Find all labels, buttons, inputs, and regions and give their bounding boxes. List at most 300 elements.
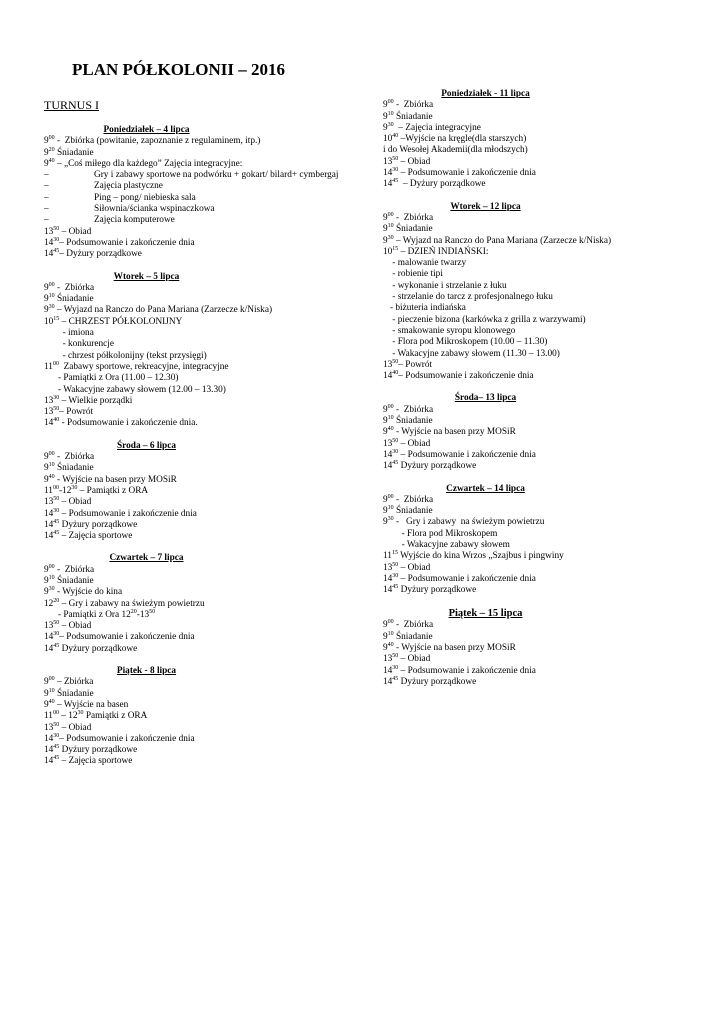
activity-text: - Wyjście na basen przy MOSiR bbox=[54, 474, 177, 485]
schedule-line bbox=[44, 418, 364, 429]
activity-text: – Podsumowanie i zakończenie dnia bbox=[59, 237, 195, 248]
activity-text: – Obiad bbox=[398, 156, 431, 167]
activity-text: - Zbiórka bbox=[393, 620, 434, 631]
activity-text: Dyżury porządkowe bbox=[59, 519, 138, 530]
schedule-line bbox=[383, 450, 703, 461]
time-minutes: 45 bbox=[392, 675, 399, 682]
time-hour: 14 bbox=[383, 676, 393, 687]
time-hour: 9 bbox=[44, 699, 49, 710]
schedule-line bbox=[44, 509, 364, 520]
schedule-line bbox=[44, 700, 364, 711]
time-hour: 9 bbox=[383, 427, 388, 438]
activity-text: – Wyjazd na Ranczo do Pana Mariana (Zarzecze k/Niska) bbox=[393, 235, 612, 246]
activity-text: - Podsumowanie i zakończenie dnia. bbox=[59, 418, 198, 429]
time-hour: 9 bbox=[44, 463, 49, 474]
day-section bbox=[383, 89, 703, 191]
time-hour: 9 bbox=[44, 136, 49, 147]
activity-text: – Obiad bbox=[59, 722, 92, 733]
time-minutes: 30 bbox=[387, 516, 394, 523]
time-minutes: 30 bbox=[48, 304, 55, 311]
schedule-line bbox=[383, 315, 703, 326]
time-minutes: 10 bbox=[387, 223, 394, 230]
time-hour: 9 bbox=[44, 474, 49, 485]
schedule-line bbox=[44, 317, 364, 328]
time-hour: 13 bbox=[44, 722, 54, 733]
activity-text: – Obiad bbox=[398, 438, 431, 449]
schedule-line bbox=[44, 238, 364, 249]
time-hour: 14 bbox=[44, 249, 54, 260]
time-minutes: 10 bbox=[387, 630, 394, 637]
activity-text: - Zbiórka bbox=[393, 404, 434, 415]
time-minutes: 45 bbox=[53, 642, 60, 649]
time-hour: 13 bbox=[44, 395, 54, 406]
schedule-line bbox=[44, 756, 364, 767]
time-minutes: 30 bbox=[53, 507, 60, 514]
activity-text: Śniadanie bbox=[393, 631, 433, 642]
time-minutes: 50 bbox=[149, 608, 156, 615]
schedule-line bbox=[383, 517, 703, 528]
schedule-line bbox=[44, 565, 364, 576]
schedule-line bbox=[44, 463, 364, 474]
time-hour: 14 bbox=[383, 461, 393, 472]
schedule-line bbox=[44, 362, 364, 373]
activity-text: – Podsumowanie i zakończenie dnia bbox=[59, 632, 195, 643]
schedule-line bbox=[44, 497, 364, 508]
time-hour: - robienie tipi bbox=[383, 269, 443, 280]
time-hour: 9 bbox=[383, 631, 388, 642]
day-section bbox=[383, 393, 703, 472]
time-minutes: 50 bbox=[53, 620, 60, 627]
time-minutes: 10 bbox=[48, 687, 55, 694]
schedule-line bbox=[383, 551, 703, 562]
time-minutes: 40 bbox=[387, 426, 394, 433]
day-header: Wtorek – 5 lipca bbox=[113, 271, 180, 282]
schedule-line bbox=[44, 531, 364, 542]
schedule-line bbox=[383, 405, 703, 416]
time-minutes: 50 bbox=[53, 406, 60, 413]
time-minutes: 10 bbox=[48, 462, 55, 469]
time-hour: - Flora pod Mikroskopem (10.00 – 11.30) bbox=[383, 337, 548, 348]
time-hour: - strzelanie do tarcz z profesjonalnego łuku bbox=[383, 292, 553, 303]
activity-text: – Zajęcia integracyjne bbox=[393, 122, 481, 133]
time-hour: 14 bbox=[44, 745, 54, 756]
time-minutes: 15 bbox=[391, 550, 398, 557]
schedule-line bbox=[383, 349, 703, 360]
activity-text: - Zbiórka bbox=[54, 282, 95, 293]
activity-text: Śniadanie bbox=[54, 575, 94, 586]
day-section bbox=[383, 202, 703, 383]
left-column bbox=[44, 125, 364, 768]
time-hour: - konkurencje bbox=[44, 339, 114, 350]
schedule-line bbox=[44, 148, 364, 159]
schedule-line bbox=[383, 506, 703, 517]
schedule-line bbox=[44, 520, 364, 531]
schedule-line bbox=[44, 677, 364, 688]
time-hour: 9 bbox=[383, 494, 388, 505]
schedule-line bbox=[383, 145, 703, 156]
schedule-line bbox=[383, 258, 703, 269]
schedule-line bbox=[383, 427, 703, 438]
time-hour: 14 bbox=[44, 531, 54, 542]
activity-text: – Podsumowanie i zakończenie dnia bbox=[398, 168, 536, 179]
time-minutes: 10 bbox=[387, 505, 394, 512]
time-hour: 9 bbox=[44, 575, 49, 586]
time-minutes: 20 bbox=[53, 597, 60, 604]
day-section bbox=[44, 666, 364, 768]
activity-text: – Podsumowanie i zakończenie dnia bbox=[398, 371, 534, 382]
schedule-line bbox=[44, 610, 364, 621]
schedule-line bbox=[44, 621, 364, 632]
time-hour: - smakowanie syropu klonowego bbox=[383, 325, 516, 336]
time-hour: 11 bbox=[44, 711, 53, 722]
time-minutes: 50 bbox=[53, 721, 60, 728]
time-minutes: 30 bbox=[48, 586, 55, 593]
activity-text: Dyżury porządkowe bbox=[398, 585, 477, 596]
time-hour: 9 bbox=[44, 677, 49, 688]
time-hour: - wykonanie i strzelanie z łuku bbox=[383, 280, 507, 291]
schedule-line bbox=[44, 576, 364, 587]
bullet-item: – Zajęcia komputerowe bbox=[44, 215, 364, 226]
time-minutes: 00 bbox=[387, 99, 394, 106]
activity-text: – Dyżury porządkowe bbox=[59, 249, 142, 260]
time-minutes: 30 bbox=[387, 121, 394, 128]
time-hour: 10 bbox=[383, 246, 393, 257]
activity-text: Śniadanie bbox=[393, 224, 433, 235]
time-hour: 14 bbox=[383, 168, 393, 179]
time-minutes: 45 bbox=[53, 755, 60, 762]
schedule-line bbox=[44, 283, 364, 294]
schedule-line bbox=[383, 303, 703, 314]
schedule-line bbox=[44, 339, 364, 350]
time-minutes: 45 bbox=[53, 530, 60, 537]
time-minutes: 30 bbox=[53, 631, 60, 638]
time-hour: 10 bbox=[383, 134, 393, 145]
time-hour: 14 bbox=[44, 756, 54, 767]
time-minutes: 50 bbox=[53, 225, 60, 232]
time-minutes: 00 bbox=[387, 493, 394, 500]
schedule-line bbox=[383, 269, 703, 280]
time-hour: 13 bbox=[44, 621, 54, 632]
right-column bbox=[383, 89, 703, 688]
activity-text: – 12 bbox=[58, 711, 78, 722]
time-minutes: 00 bbox=[48, 281, 55, 288]
time-hour: 14 bbox=[383, 371, 393, 382]
time-hour: 14 bbox=[383, 449, 393, 460]
day-header: Czwartek – 14 lipca bbox=[446, 483, 525, 494]
day-header: Piątek - 8 lipca bbox=[116, 666, 177, 677]
schedule-line bbox=[44, 385, 364, 396]
time-minutes: 00 bbox=[48, 135, 55, 142]
schedule-line bbox=[383, 416, 703, 427]
time-hour: 9 bbox=[44, 688, 49, 699]
schedule-line bbox=[44, 328, 364, 339]
activity-text: - Zbiórka bbox=[393, 494, 434, 505]
time-hour: 9 bbox=[383, 416, 388, 427]
schedule-line bbox=[383, 292, 703, 303]
time-hour: 14 bbox=[44, 237, 54, 248]
activity-text: – Powrót bbox=[398, 359, 433, 370]
time-hour: 9 bbox=[383, 224, 388, 235]
time-hour: 13 bbox=[383, 156, 393, 167]
schedule-line bbox=[383, 585, 703, 596]
time-hour: - biżuteria indiańska bbox=[383, 303, 466, 314]
time-hour: 14 bbox=[44, 632, 54, 643]
schedule-line bbox=[44, 373, 364, 384]
activity-text: Śniadanie bbox=[54, 463, 94, 474]
schedule-line bbox=[44, 723, 364, 734]
time-minutes: 30 bbox=[53, 732, 60, 739]
day-header: Poniedziałek - 11 lipca bbox=[441, 89, 530, 99]
schedule-line bbox=[383, 213, 703, 224]
time-minutes: 40 bbox=[53, 417, 60, 424]
time-hour: 9 bbox=[383, 235, 388, 246]
activity-text: – Gry i zabawy na świeżym powietrzu bbox=[59, 598, 205, 609]
time-minutes: 30 bbox=[392, 167, 399, 174]
time-hour: 13 bbox=[383, 562, 393, 573]
time-minutes: 00 bbox=[387, 211, 394, 218]
bullet-item: – Gry i zabawy sportowe na podwórku + gokart/ bilard+ cymbergaj bbox=[44, 170, 364, 181]
time-minutes: 40 bbox=[48, 157, 55, 164]
time-minutes: 40 bbox=[48, 698, 55, 705]
bullet-item: – Ping – pong/ niebieska sala bbox=[44, 193, 364, 204]
schedule-line bbox=[44, 745, 364, 756]
time-hour: 9 bbox=[44, 158, 49, 169]
schedule-line bbox=[383, 632, 703, 643]
schedule-line bbox=[383, 112, 703, 123]
time-minutes: 50 bbox=[392, 358, 399, 365]
schedule-line bbox=[383, 495, 703, 506]
activity-text: Śniadanie bbox=[393, 111, 433, 122]
time-hour: 9 bbox=[44, 282, 49, 293]
schedule-line bbox=[383, 168, 703, 179]
time-minutes: 45 bbox=[392, 584, 399, 591]
activity-text: - Gry i zabawy na świeżym powietrzu bbox=[393, 517, 545, 528]
activity-text: Dyżury porządkowe bbox=[59, 643, 138, 654]
activity-text: – Podsumowanie i zakończenie dnia bbox=[59, 508, 197, 519]
time-minutes: 40 bbox=[48, 473, 55, 480]
activity-text: Dyżury porządkowe bbox=[398, 461, 477, 472]
time-minutes: 45 bbox=[53, 518, 60, 525]
time-hour: 9 bbox=[383, 506, 388, 517]
activity-text: - Zbiórka bbox=[54, 564, 95, 575]
schedule-line bbox=[44, 305, 364, 316]
time-minutes: 00 bbox=[48, 676, 55, 683]
schedule-line bbox=[44, 249, 364, 260]
time-hour: 13 bbox=[383, 438, 393, 449]
time-hour: - chrzest półkolonijny (tekst przysięgi) bbox=[44, 350, 207, 361]
time-minutes: 30 bbox=[71, 484, 78, 491]
schedule-line bbox=[383, 540, 703, 551]
time-minutes: 30 bbox=[392, 572, 399, 579]
day-section bbox=[383, 484, 703, 597]
time-hour: 9 bbox=[383, 404, 388, 415]
schedule-line bbox=[383, 100, 703, 111]
time-minutes: 30 bbox=[53, 236, 60, 243]
activity-text: - Wyjście na basen przy MOSiR bbox=[393, 427, 516, 438]
activity-text: – Obiad bbox=[398, 562, 431, 573]
time-hour: 11 bbox=[44, 485, 53, 496]
schedule-line bbox=[383, 643, 703, 654]
time-hour: i do Wesołej Akademii(dla młodszych) bbox=[383, 145, 528, 156]
time-hour: 9 bbox=[383, 620, 388, 631]
bullet-item: – Zajęcia plastyczne bbox=[44, 181, 364, 192]
time-hour: - Pamiątki z Ora (11.00 – 12.30) bbox=[44, 373, 179, 384]
time-minutes: 00 bbox=[48, 451, 55, 458]
day-header: Poniedziałek – 4 lipca bbox=[103, 125, 190, 135]
activity-text: – Obiad bbox=[59, 226, 92, 237]
time-hour: - Pamiątki z Ora 12 bbox=[44, 609, 131, 620]
schedule-line bbox=[383, 461, 703, 472]
time-minutes: 30 bbox=[387, 234, 394, 241]
time-minutes: 30 bbox=[77, 710, 84, 717]
time-hour: - Wakacyjne zabawy słowem (12.00 – 13.30) bbox=[44, 384, 226, 395]
time-hour: 13 bbox=[44, 407, 54, 418]
day-header: Piątek – 15 lipca bbox=[448, 608, 523, 620]
time-minutes: 00 bbox=[387, 619, 394, 626]
activity-text: Śniadanie bbox=[393, 506, 433, 517]
schedule-line bbox=[44, 632, 364, 643]
time-hour: 14 bbox=[44, 418, 54, 429]
schedule-line bbox=[383, 574, 703, 585]
time-minutes: 40 bbox=[387, 642, 394, 649]
activity-text: Śniadanie bbox=[54, 147, 94, 158]
schedule-line bbox=[383, 123, 703, 134]
time-hour: 14 bbox=[383, 573, 393, 584]
schedule-line bbox=[44, 689, 364, 700]
time-minutes: 00 bbox=[52, 360, 59, 367]
day-section bbox=[44, 441, 364, 543]
time-hour: - imiona bbox=[44, 328, 94, 339]
time-hour: - pieczenie bizona (karkówka z grilla z warzywami) bbox=[383, 314, 586, 325]
schedule-line bbox=[44, 407, 364, 418]
time-minutes: 45 bbox=[53, 744, 60, 751]
activity-text: – Dyżury porządkowe bbox=[398, 179, 486, 190]
time-hour: 13 bbox=[44, 226, 54, 237]
schedule-line bbox=[383, 677, 703, 688]
time-minutes: 20 bbox=[48, 146, 55, 153]
time-hour: 9 bbox=[44, 147, 49, 158]
activity-text: – Podsumowanie i zakończenie dnia bbox=[398, 449, 536, 460]
day-header: Czwartek – 7 lipca bbox=[109, 553, 184, 564]
time-hour: 11 bbox=[44, 361, 53, 372]
activity-text: Śniadanie bbox=[393, 416, 433, 427]
schedule-line bbox=[383, 157, 703, 168]
activity-text: Dyżury porządkowe bbox=[398, 676, 477, 687]
time-hour: 9 bbox=[44, 587, 49, 598]
time-minutes: 45 bbox=[392, 460, 399, 467]
time-hour: - Wakacyjne zabawy słowem (11.30 – 13.00) bbox=[383, 348, 560, 359]
schedule-line bbox=[383, 529, 703, 540]
time-minutes: 50 bbox=[392, 437, 399, 444]
time-minutes: 00 bbox=[387, 403, 394, 410]
time-hour: 9 bbox=[44, 452, 49, 463]
activity-text: -13 bbox=[136, 609, 150, 620]
schedule-line bbox=[383, 360, 703, 371]
time-minutes: 00 bbox=[52, 484, 59, 491]
time-hour: 14 bbox=[44, 508, 54, 519]
time-minutes: 10 bbox=[48, 574, 55, 581]
activity-text: - Wyjście na basen przy MOSiR bbox=[393, 643, 516, 654]
activity-text: –Wyjście na kręgle(dla starszych) bbox=[398, 134, 527, 145]
day-section bbox=[383, 607, 703, 688]
schedule-line bbox=[383, 224, 703, 235]
activity-text: - Zbiórka (powitanie, zapoznanie z regulaminem, itp.) bbox=[54, 136, 261, 147]
schedule-line bbox=[44, 294, 364, 305]
day-header: Środa – 6 lipca bbox=[117, 440, 176, 451]
schedule-line bbox=[383, 654, 703, 665]
schedule-line bbox=[383, 247, 703, 258]
time-minutes: 00 bbox=[52, 710, 59, 717]
activity-text: – Zajęcia sportowe bbox=[59, 756, 133, 767]
activity-text: Pamiątki z ORA bbox=[83, 711, 148, 722]
time-hour: 10 bbox=[44, 316, 54, 327]
schedule-line bbox=[44, 644, 364, 655]
activity-text: – CHRZEST PÓŁKOLONIJNY bbox=[59, 316, 183, 327]
time-hour: 9 bbox=[383, 111, 388, 122]
activity-text: Śniadanie bbox=[54, 294, 94, 305]
time-minutes: 40 bbox=[392, 133, 399, 140]
day-section bbox=[44, 553, 364, 655]
time-minutes: 50 bbox=[392, 653, 399, 660]
schedule-line bbox=[383, 134, 703, 145]
time-hour: 9 bbox=[383, 643, 388, 654]
time-minutes: 15 bbox=[392, 245, 399, 252]
schedule-line bbox=[44, 587, 364, 598]
schedule-line bbox=[383, 620, 703, 631]
time-minutes: 50 bbox=[392, 561, 399, 568]
activity-text: – Obiad bbox=[398, 654, 431, 665]
time-hour: 9 bbox=[383, 100, 388, 111]
bullet-item: – Siłownia/ścianka wspinaczkowa bbox=[44, 204, 364, 215]
time-hour: 13 bbox=[383, 654, 393, 665]
schedule-line bbox=[44, 452, 364, 463]
activity-text: - Zbiórka bbox=[54, 452, 95, 463]
time-hour: - Wakacyjne zabawy słowem bbox=[383, 539, 510, 550]
schedule-line bbox=[44, 396, 364, 407]
time-hour: 14 bbox=[383, 665, 393, 676]
activity-text: – Podsumowanie i zakończenie dnia bbox=[398, 665, 536, 676]
schedule-line bbox=[383, 439, 703, 450]
activity-text: – Obiad bbox=[59, 621, 92, 632]
time-hour: 14 bbox=[383, 179, 393, 190]
time-minutes: 30 bbox=[392, 664, 399, 671]
time-minutes: 40 bbox=[392, 370, 399, 377]
activity-text: – Zbiórka bbox=[54, 677, 94, 688]
activity-text: – DZIEŃ INDIAŃSKI: bbox=[398, 246, 489, 257]
schedule-line bbox=[44, 351, 364, 362]
activity-text: -12 bbox=[58, 485, 72, 496]
time-minutes: 15 bbox=[53, 315, 60, 322]
activity-text: - Zbiórka bbox=[393, 100, 434, 111]
schedule-line bbox=[383, 666, 703, 677]
activity-text: – Podsumowanie i zakończenie dnia bbox=[59, 733, 195, 744]
time-hour: 14 bbox=[44, 519, 54, 530]
day-section bbox=[44, 272, 364, 430]
time-minutes: 50 bbox=[392, 155, 399, 162]
time-hour: 11 bbox=[383, 551, 392, 562]
activity-text: – „Coś miłego dla każdego” Zajęcia integracyjne: bbox=[54, 158, 243, 169]
schedule-line bbox=[44, 159, 364, 170]
schedule-line bbox=[383, 337, 703, 348]
time-hour: 13 bbox=[44, 497, 54, 508]
time-minutes: 50 bbox=[53, 496, 60, 503]
time-minutes: 10 bbox=[48, 293, 55, 300]
schedule-line bbox=[383, 326, 703, 337]
time-minutes: 45 bbox=[53, 248, 60, 255]
time-minutes: 30 bbox=[392, 448, 399, 455]
schedule-line bbox=[44, 486, 364, 497]
activity-text: – Podsumowanie i zakończenie dnia bbox=[398, 573, 536, 584]
